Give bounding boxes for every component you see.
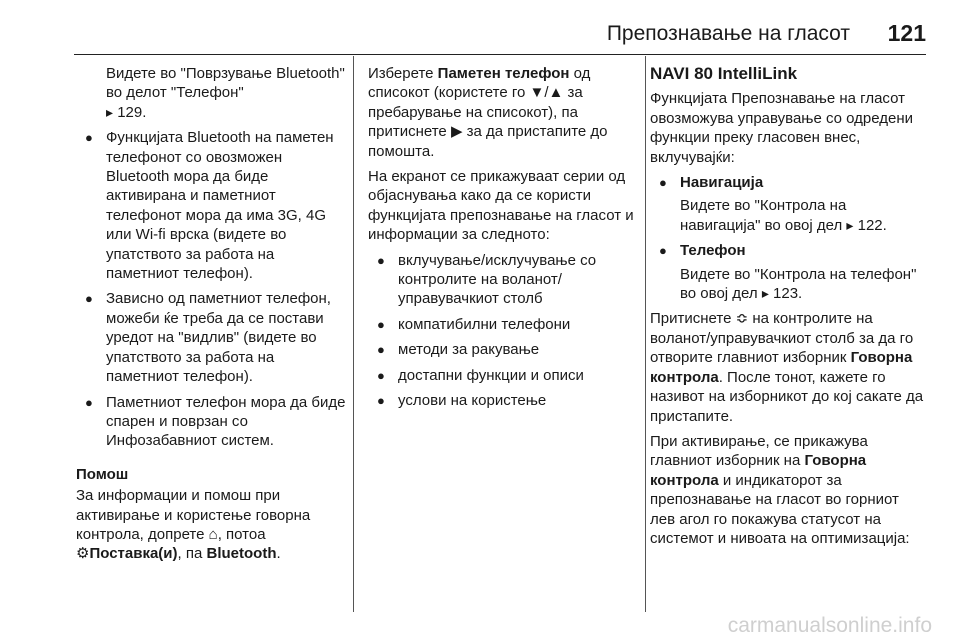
section-heading-help: Помош xyxy=(76,465,129,483)
activation-paragraph: При активирање, се прикажува главниот изборник на Говорна контрола и индикаторот за препознавање на гласот во горниот лев агол го покажува статусот на системот и нивоата на оптимизација: xyxy=(650,432,910,547)
list-item: ● Зависно од паметниот телефон, можеби ќе треба да се постави уредот на "видлив" (видете во упатството за работа на паметниот телефон). xyxy=(76,289,348,386)
list-item: ● методи за ракување xyxy=(368,340,634,359)
help-paragraph: За информации и помош при активирање и користење говорна контрола, допрете ⌂, потоа ⚙Поставка(и), па Bluetooth. xyxy=(76,487,311,563)
arrow-down-up-icon: ▼/▲ xyxy=(529,84,564,102)
list-item: ● Навигација Видете во "Контрола на навигација" во овој дел ▸ 122. xyxy=(650,173,926,235)
play-arrow-icon: ▶ xyxy=(450,123,463,141)
requirements-list xyxy=(76,128,348,451)
section-heading-navi80: NAVI 80 IntelliLink xyxy=(650,64,798,83)
page-title: Препознавање на гласот xyxy=(606,22,850,45)
select-paragraph: Изберете Паметен телефон од списокот (користете го ▼/▲ за пребарување на списокот), па притиснете ▶ за да пристапите до помошта. xyxy=(368,65,608,160)
functions-list xyxy=(650,173,926,303)
explanation-paragraph: На екранот се прикажуваат серии од објаснувања како да се користи функцијата препознавање на гласот и информации за следното: xyxy=(368,168,634,244)
home-icon: ⌂ xyxy=(208,525,218,543)
column-divider-2 xyxy=(645,56,646,612)
page-ref-icon: ▸ xyxy=(761,285,769,302)
column-3 xyxy=(650,64,926,554)
header-rule xyxy=(74,54,926,55)
continued-text: Видете во "Поврзување Bluetooth" во делот "Телефон" ▸ 129. xyxy=(106,65,345,121)
list-item: ● услови на користење xyxy=(368,391,634,410)
list-item: ● Телефон Видете во "Контрола на телефон" во овој дел ▸ 123. xyxy=(650,241,926,303)
column-2 xyxy=(368,64,634,417)
list-item: ● достапни функции и описи xyxy=(368,366,634,385)
topics-list xyxy=(368,251,634,411)
page-ref-icon: ▸ xyxy=(846,216,854,233)
list-item: ● Паметниот телефон мора да биде спарен и поврзан со Инфозабавниот систем. xyxy=(76,393,348,451)
voice-control-icon: ≎ xyxy=(735,310,749,328)
list-item: ● Функцијата Bluetooth на паметен телефонот со овозможен Bluetooth мора да биде активирана и паметниот телефонот мора да има 3G, 4G или Wi-fi врска (видете во упатството за работа на паметниот телефон). xyxy=(76,128,348,283)
page-ref-icon: ▸ xyxy=(106,103,114,120)
watermark: carmanualsonline.info xyxy=(727,614,932,637)
press-paragraph: Притиснете ≎ на контролите на воланот/управувачкиот столб за да го отворите главниот изборник Говорна контрола. После тонот, кажете го називот на изборникот до кој сакате да пристапите. xyxy=(650,310,924,425)
gear-icon: ⚙ xyxy=(76,545,90,563)
page-number: 121 xyxy=(887,20,926,46)
intro-paragraph: Функцијата Препознавање на гласот овозможува управување со одредени функции преку гласовен внес, вклучувајќи: xyxy=(650,90,914,166)
column-divider-1 xyxy=(353,56,354,612)
list-item: ● компатибилни телефони xyxy=(368,315,634,334)
list-item: ● вклучување/исклучување со контролите на воланот/управувачкиот столб xyxy=(368,251,634,309)
column-1 xyxy=(76,64,348,570)
